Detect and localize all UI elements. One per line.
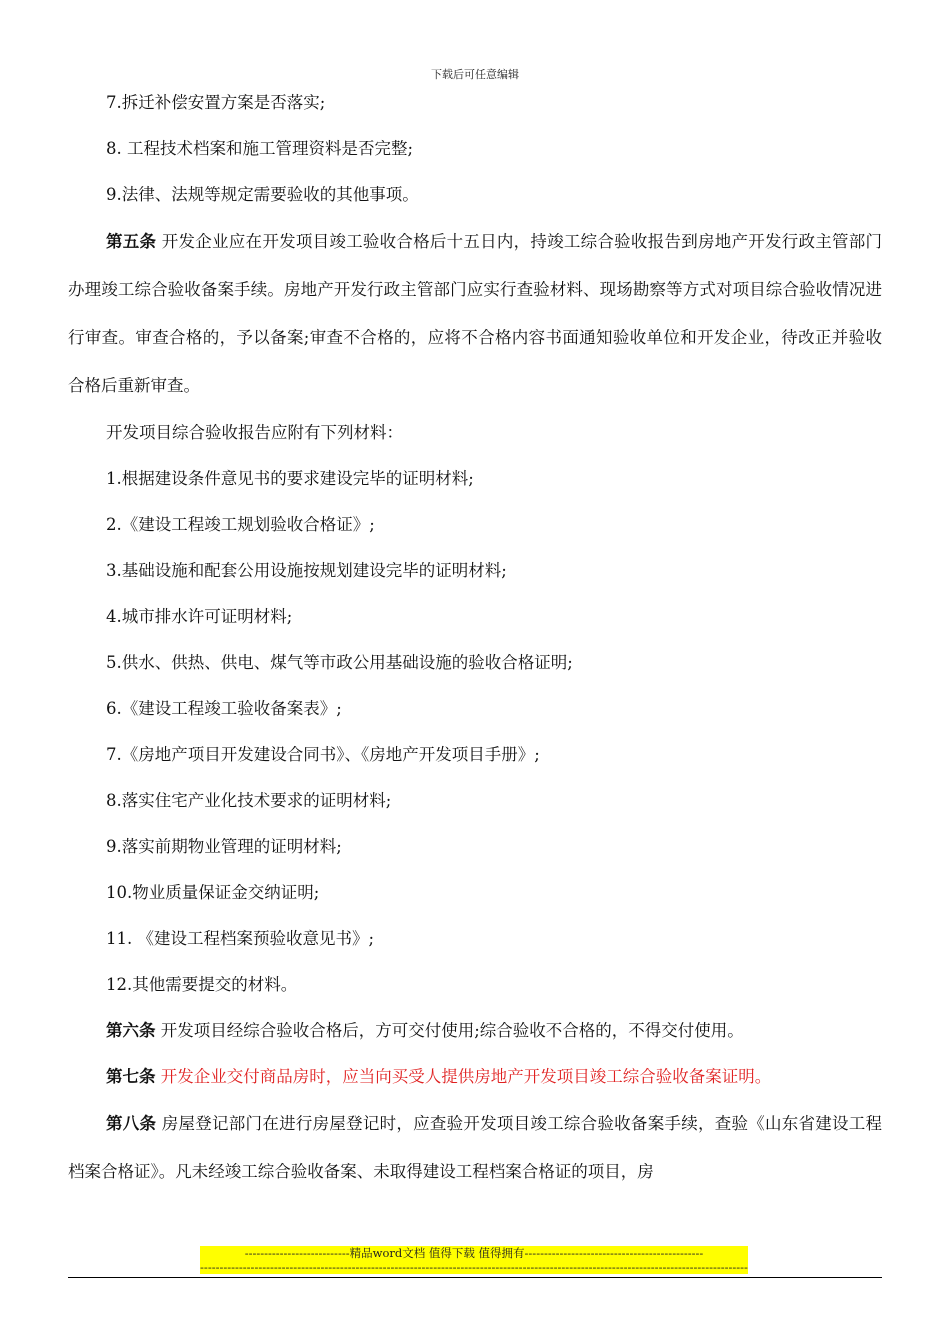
list-item: 3.基础设施和配套公用设施按规划建设完毕的证明材料;	[106, 561, 507, 580]
page-header: 下载后可任意编辑	[431, 68, 519, 81]
article-label: 第五条	[106, 232, 157, 251]
list-item: 12.其他需要提交的材料。	[106, 975, 298, 994]
article-text: 房屋登记部门在进行房屋登记时，应查验开发项目竣工综合验收备案手续，查验《山东省建设工程档案合格证》。凡未经竣工综合验收备案、未取得建设工程档案合格证的项目，房	[68, 1114, 883, 1181]
article-text-highlighted: 开发企业交付商品房时，应当向买受人提供房地产开发项目竣工综合验收备案证明。	[155, 1067, 772, 1086]
list-item: 7.拆迁补偿安置方案是否落实;	[106, 93, 326, 112]
attachment-intro: 开发项目综合验收报告应附有下列材料：	[106, 423, 403, 442]
list-item: 9.落实前期物业管理的证明材料;	[106, 837, 342, 856]
list-item: 4.城市排水许可证明材料;	[106, 607, 293, 626]
list-item: 2.《建设工程竣工规划验收合格证》;	[106, 515, 375, 534]
article-label: 第八条	[106, 1114, 157, 1133]
article-label: 第七条	[106, 1067, 156, 1086]
list-item: 11. 《建设工程档案预验收意见书》;	[106, 929, 375, 948]
list-item: 10.物业质量保证金交纳证明;	[106, 883, 320, 902]
article-7	[68, 1054, 882, 1100]
list-item: 5.供水、供热、供电、煤气等市政公用基础设施的验收合格证明;	[106, 653, 573, 672]
list-item: 6.《建设工程竣工验收备案表》;	[106, 699, 342, 718]
article-6	[68, 1008, 882, 1054]
footer-line: ---------------------------------------------------------------------------------------------------------------------------------------------	[200, 1260, 748, 1274]
footer-line: ---------------------------精品word文档 值得下载 值得拥有----------------------------------------------	[244, 1246, 704, 1260]
list-item: 7.《房地产项目开发建设合同书》、《房地产开发项目手册》;	[106, 745, 540, 764]
article-label: 第六条	[106, 1021, 156, 1040]
article-8	[68, 1100, 882, 1196]
article-5	[68, 218, 882, 410]
footer-divider	[68, 1277, 882, 1278]
list-item: 9.法律、法规等规定需要验收的其他事项。	[106, 185, 419, 204]
list-item: 8.落实住宅产业化技术要求的证明材料;	[106, 791, 392, 810]
article-text: 开发项目经综合验收合格后，方可交付使用;综合验收不合格的，不得交付使用。	[155, 1021, 744, 1040]
document-body	[68, 80, 882, 1196]
list-item: 1.根据建设条件意见书的要求建设完毕的证明材料;	[106, 469, 474, 488]
list-item: 8. 工程技术档案和施工管理资料是否完整;	[106, 139, 414, 158]
article-text: 开发企业应在开发项目竣工验收合格后十五日内，持竣工综合验收报告到房地产开发行政主管部门办理竣工综合验收备案手续。房地产开发行政主管部门应实行查验材料、现场勘察等方式对项目综合验收情况进行审查。审查合格的，予以备案;审查不合格的，应将不合格内容书面通知验收单位和开发企业，待改正并验收合格后重新审查。	[68, 232, 883, 395]
footer-banner	[200, 1246, 748, 1274]
